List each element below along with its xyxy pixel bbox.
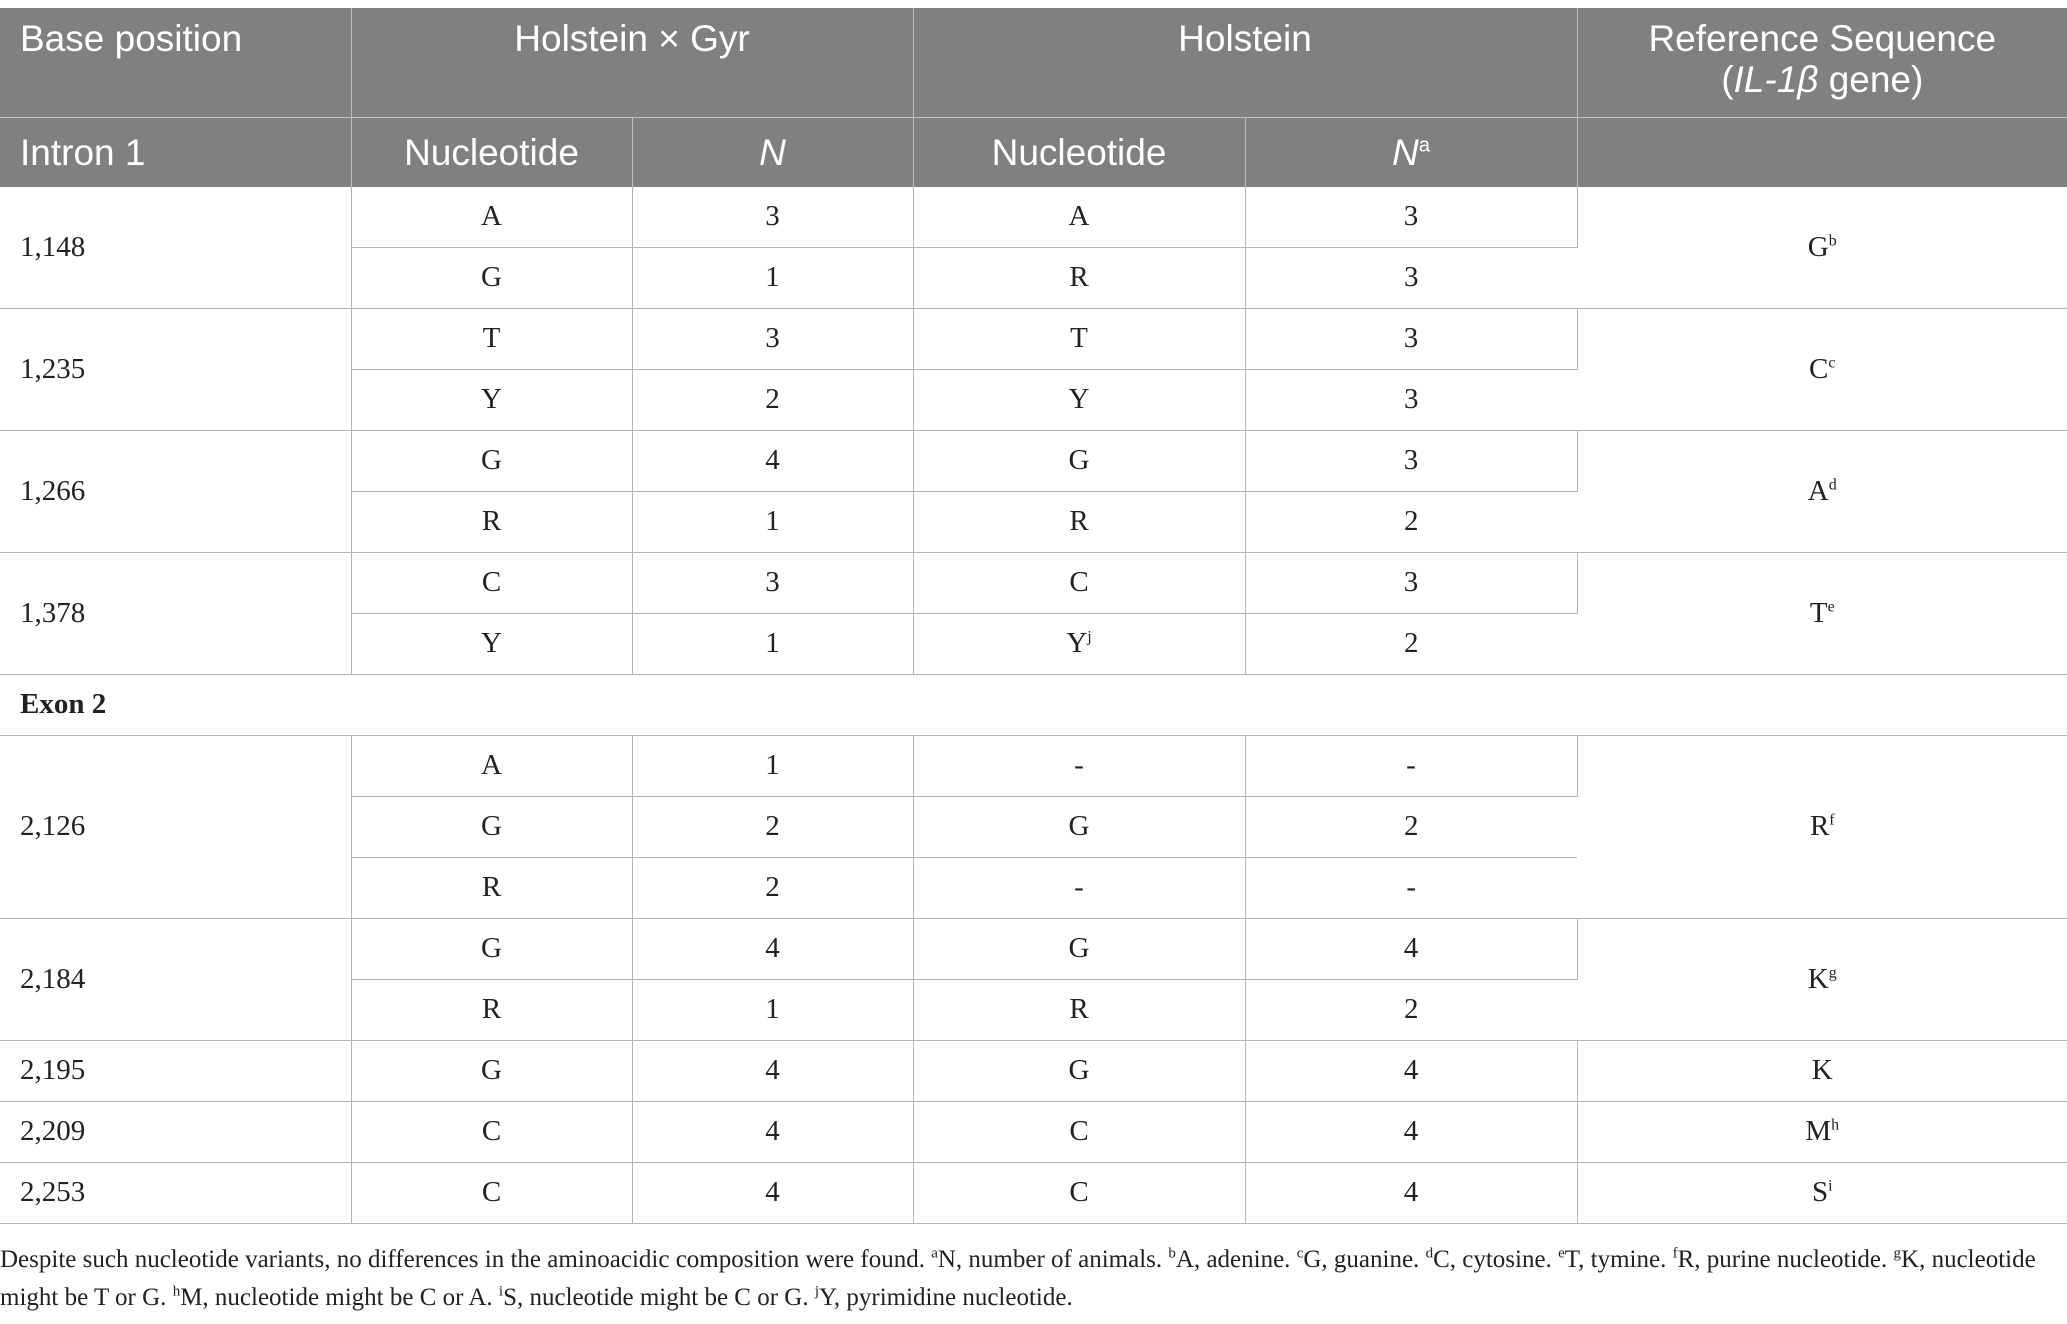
header-intron-1: Intron 1 — [0, 117, 351, 187]
n-label: N — [759, 131, 786, 173]
footnote-i-text: S, nucleotide might be C or G. — [503, 1284, 809, 1311]
hxg-n-cell: 4 — [632, 918, 913, 979]
holstein-n-cell: 2 — [1245, 613, 1577, 674]
header-base-position: Base position — [0, 8, 351, 117]
reference-base: K — [1807, 962, 1829, 995]
holstein-nucleotide-cell: - — [913, 857, 1245, 918]
hxg-nucleotide-cell: A — [351, 735, 632, 796]
header-row-columns — [0, 117, 2067, 187]
holstein-n-cell: 4 — [1245, 1040, 1577, 1101]
holstein-n-cell: 2 — [1245, 491, 1577, 552]
header-holstein-gyr: Holstein × Gyr — [351, 8, 913, 117]
holstein-nucleotide-cell: T — [913, 308, 1245, 369]
footnote-mark: e — [1827, 597, 1835, 615]
base-position-cell: 1,148 — [0, 187, 351, 309]
table-row — [0, 918, 2067, 979]
header-holstein: Holstein — [913, 8, 1577, 117]
hxg-n-cell: 1 — [632, 613, 913, 674]
reference-cell — [1577, 1162, 2067, 1223]
hxg-nucleotide-cell: A — [351, 187, 632, 248]
hxg-n-cell: 1 — [632, 491, 913, 552]
holstein-nucleotide-cell: R — [913, 491, 1245, 552]
header-reference-sequence: Reference Sequence (IL-1β gene) — [1577, 8, 2067, 117]
base-position-cell: 2,209 — [0, 1101, 351, 1162]
reference-base: M — [1805, 1115, 1832, 1147]
hxg-nucleotide-cell: G — [351, 430, 632, 491]
holstein-n-cell: 4 — [1245, 1101, 1577, 1162]
holstein-n-cell: 2 — [1245, 796, 1577, 857]
holstein-nucleotide-cell: G — [913, 918, 1245, 979]
hxg-nucleotide-cell: G — [351, 1040, 632, 1101]
footnote-mark: c — [1296, 1245, 1304, 1262]
holstein-n-cell: 3 — [1245, 247, 1577, 308]
table-header — [0, 8, 2067, 187]
hxg-nucleotide-cell: C — [351, 1162, 632, 1223]
hxg-n-cell: 3 — [632, 187, 913, 248]
reference-label: Reference Sequence — [1648, 18, 1997, 59]
holstein-nucleotide-cell: G — [913, 430, 1245, 491]
reference-cell — [1577, 552, 2067, 674]
footnote-f-text: R, purine nucleotide. — [1677, 1246, 1888, 1273]
hxg-nucleotide-cell: Y — [351, 369, 632, 430]
nucleotide-variant-table — [0, 8, 2067, 1224]
footnote-h-text: M, nucleotide might be C or A. — [180, 1284, 493, 1311]
footnote-c-text: G, guanine. — [1303, 1246, 1420, 1273]
holstein-n-cell: - — [1245, 857, 1577, 918]
section-label-exon-2: Exon 2 — [0, 674, 2067, 735]
table-row — [0, 1162, 2067, 1223]
hxg-nucleotide-cell: G — [351, 247, 632, 308]
hxg-n-cell: 2 — [632, 369, 913, 430]
variant-table-container — [0, 8, 2067, 1224]
footnote-mark: h — [172, 1283, 181, 1300]
table-row — [0, 187, 2067, 248]
footnote-mark: b — [1828, 231, 1837, 249]
reference-suffix: gene — [1828, 59, 1912, 100]
table-row — [0, 430, 2067, 491]
holstein-n-cell: 3 — [1245, 187, 1577, 248]
footnote-g-text: K, nucleotide might be T or G. — [0, 1246, 2036, 1311]
header-n-1 — [632, 117, 913, 187]
footnote-mark: f — [1672, 1245, 1678, 1262]
hxg-n-cell: 2 — [632, 857, 913, 918]
hxg-n-cell: 1 — [632, 735, 913, 796]
reference-base: G — [1807, 230, 1829, 263]
hxg-nucleotide-cell: G — [351, 796, 632, 857]
hxg-n-cell: 1 — [632, 247, 913, 308]
section-row-exon-2 — [0, 674, 2067, 735]
base-position-cell: 2,126 — [0, 735, 351, 918]
reference-base: C — [1809, 352, 1829, 385]
holstein-nucleotide-cell: G — [913, 1040, 1245, 1101]
header-n-2 — [1245, 117, 1577, 187]
footnote-mark: a — [1418, 134, 1431, 157]
hxg-nucleotide-cell: C — [351, 1101, 632, 1162]
footnote-mark: h — [1831, 1116, 1840, 1134]
footnote-mark: c — [1828, 353, 1836, 371]
holstein-n-cell: 3 — [1245, 552, 1577, 613]
holstein-n-cell: 4 — [1245, 918, 1577, 979]
hxg-nucleotide-cell: G — [351, 918, 632, 979]
header-nucleotide-2: Nucleotide — [913, 117, 1245, 187]
table-footnote — [0, 1241, 2060, 1317]
holstein-nucleotide-cell: - — [913, 735, 1245, 796]
footnote-d-text: C, cytosine. — [1433, 1246, 1552, 1273]
holstein-nucleotide-cell: C — [913, 552, 1245, 613]
table-row — [0, 1101, 2067, 1162]
reference-base: T — [1809, 596, 1828, 629]
hxg-nucleotide-cell: R — [351, 979, 632, 1040]
holstein-n-cell: 3 — [1245, 369, 1577, 430]
base-position-cell: 1,266 — [0, 430, 351, 552]
holstein-n-cell: 3 — [1245, 308, 1577, 369]
reference-cell — [1577, 735, 2067, 918]
footnote-mark: e — [1558, 1245, 1565, 1262]
holstein-nucleotide-cell: Y — [913, 369, 1245, 430]
table-body — [0, 187, 2067, 1224]
hxg-nucleotide-cell: C — [351, 552, 632, 613]
header-empty — [1577, 117, 2067, 187]
base-position-cell: 2,253 — [0, 1162, 351, 1223]
table-row — [0, 735, 2067, 796]
hxg-nucleotide-cell: Y — [351, 613, 632, 674]
footnote-b-text: A, adenine. — [1175, 1246, 1291, 1273]
reference-cell: K — [1577, 1040, 2067, 1101]
hxg-n-cell: 2 — [632, 796, 913, 857]
hxg-nucleotide-cell: R — [351, 491, 632, 552]
table-row — [0, 308, 2067, 369]
header-nucleotide-1: Nucleotide — [351, 117, 632, 187]
n-label: N — [1391, 131, 1419, 173]
reference-base: A — [1807, 474, 1829, 507]
holstein-n-cell: 2 — [1245, 979, 1577, 1040]
holstein-nucleotide-cell: C — [913, 1162, 1245, 1223]
footnote-mark: g — [1828, 963, 1837, 981]
reference-base: S — [1811, 1176, 1829, 1208]
reference-cell — [1577, 1101, 2067, 1162]
footnote-a-text: N, number of animals. — [937, 1246, 1163, 1273]
holstein-nucleotide-cell — [913, 613, 1245, 674]
holstein-nucleotide-cell: A — [913, 187, 1245, 248]
footnote-e-text: T, tymine. — [1564, 1246, 1667, 1273]
reference-cell — [1577, 187, 2067, 309]
base-position-cell: 2,195 — [0, 1040, 351, 1101]
hxg-n-cell: 3 — [632, 552, 913, 613]
table-row — [0, 552, 2067, 613]
holstein-nucleotide-cell: C — [913, 1101, 1245, 1162]
header-row-groups — [0, 8, 2067, 117]
holstein-n-cell: - — [1245, 735, 1577, 796]
reference-cell — [1577, 308, 2067, 430]
base-position-cell: 2,184 — [0, 918, 351, 1040]
hxg-n-cell: 4 — [632, 1101, 913, 1162]
base-position-cell: 1,235 — [0, 308, 351, 430]
footnote-mark: i — [498, 1283, 504, 1300]
footnote-mark: d — [1425, 1245, 1434, 1262]
hxg-n-cell: 4 — [632, 1040, 913, 1101]
footnote-mark: j — [814, 1283, 820, 1300]
holstein-nucleotide-cell: G — [913, 796, 1245, 857]
table-row — [0, 1040, 2067, 1101]
footnote-mark: g — [1893, 1245, 1902, 1262]
footnote-mark: d — [1828, 475, 1837, 493]
footnote-mark: b — [1168, 1245, 1176, 1262]
footnote-j-text: Y, pyrimidine nucleotide. — [819, 1284, 1073, 1311]
hxg-nucleotide-cell: R — [351, 857, 632, 918]
hxg-n-cell: 1 — [632, 979, 913, 1040]
reference-cell — [1577, 918, 2067, 1040]
hxg-n-cell: 4 — [632, 1162, 913, 1223]
reference-base: R — [1809, 810, 1830, 842]
nucleotide-value: Y — [1066, 627, 1088, 659]
footnote-mark: a — [931, 1245, 938, 1262]
reference-gene: IL-1β — [1733, 59, 1819, 100]
footnote-mark: i — [1828, 1177, 1833, 1195]
holstein-n-cell: 4 — [1245, 1162, 1577, 1223]
hxg-n-cell: 3 — [632, 308, 913, 369]
hxg-n-cell: 4 — [632, 430, 913, 491]
hxg-nucleotide-cell: T — [351, 308, 632, 369]
footnote-mark: f — [1829, 811, 1835, 829]
holstein-nucleotide-cell: R — [913, 247, 1245, 308]
reference-cell — [1577, 430, 2067, 552]
footnote-mark: j — [1087, 628, 1092, 646]
holstein-nucleotide-cell: R — [913, 979, 1245, 1040]
holstein-n-cell: 3 — [1245, 430, 1577, 491]
base-position-cell: 1,378 — [0, 552, 351, 674]
footnote-intro: Despite such nucleotide variants, no differences in the aminoacidic composition were found. — [0, 1246, 925, 1273]
